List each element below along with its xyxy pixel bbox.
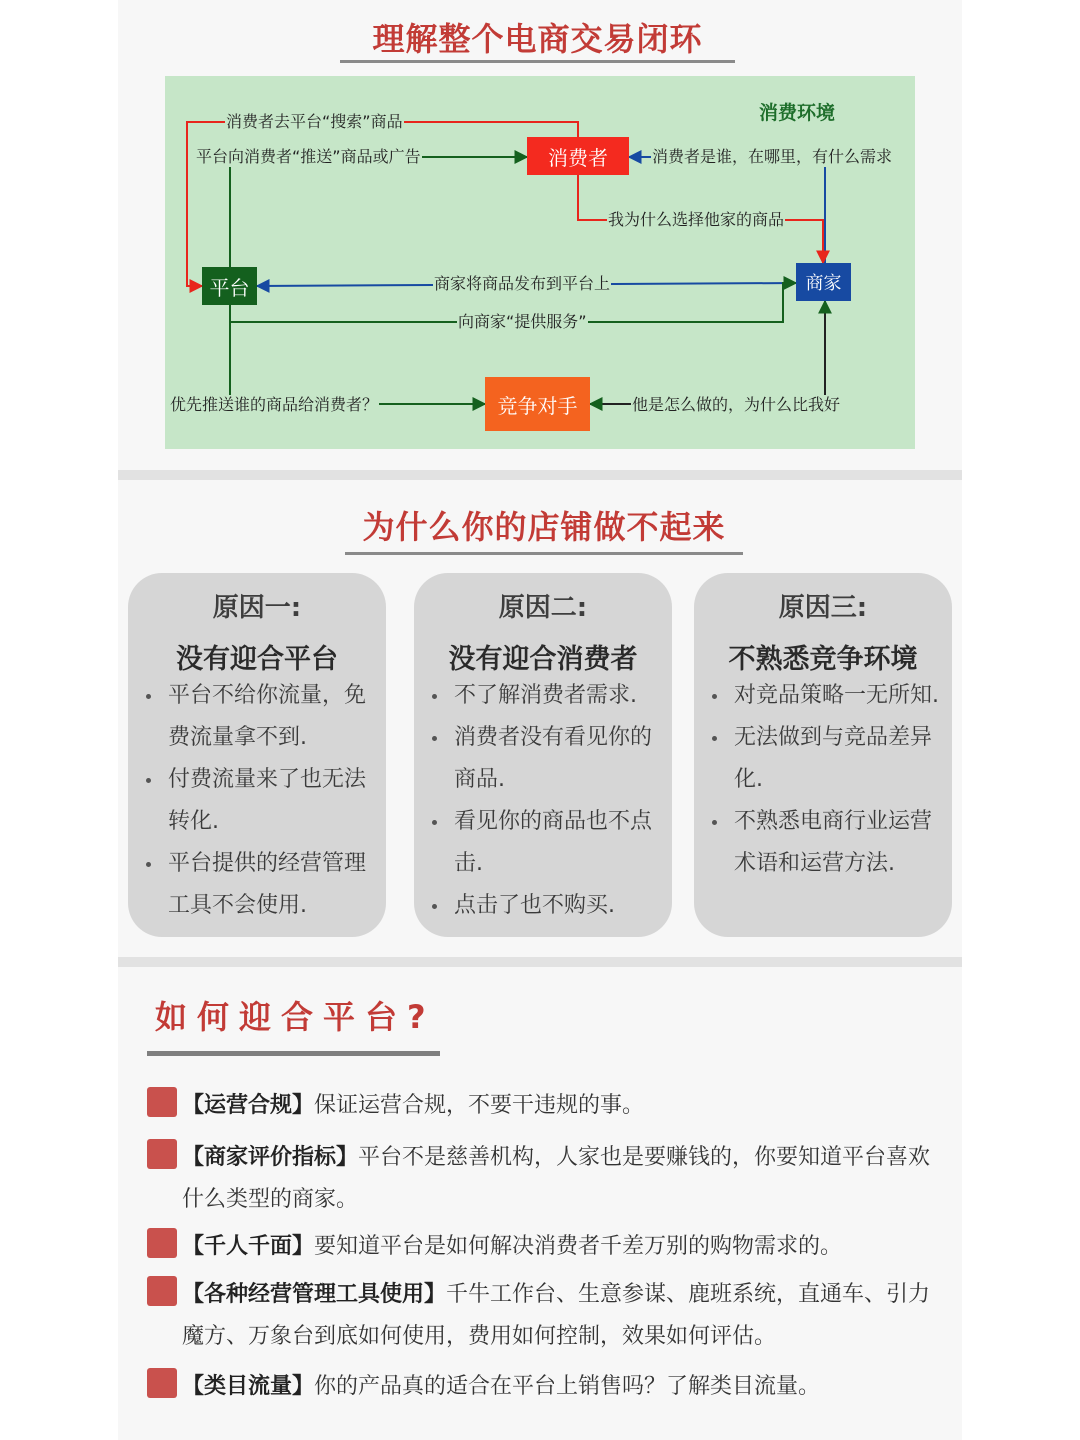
node-platform: 平台 <box>202 267 257 305</box>
node-consumer: 消费者 <box>527 137 629 175</box>
edge-label-priority: 优先推送谁的商品给消费者？ <box>170 395 379 414</box>
list-item: 不熟悉电商行业运营术语和运营方法. <box>734 801 944 885</box>
list-item: 平台不给你流量，免费流量拿不到. <box>168 675 378 759</box>
section2-title: 为什么你的店铺做不起来 <box>362 508 726 546</box>
list-item: 消费者没有看见你的商品. <box>454 717 664 801</box>
red-square-bullet-icon <box>147 1368 177 1398</box>
edge-label-who-consumer: 消费者是谁，在哪里，有什么需求 <box>652 147 893 166</box>
section1-title-underline <box>340 60 735 63</box>
reason-card-title: 没有迎合平台 <box>176 644 338 675</box>
reason-card-3 <box>694 573 952 937</box>
node-competitor: 竞争对手 <box>485 377 590 431</box>
edge-label-how-better: 他是怎么做的，为什么比我好 <box>632 395 841 414</box>
red-square-bullet-icon <box>147 1139 177 1169</box>
section3-title: 如何迎合平台? <box>155 998 436 1036</box>
reason-card-title: 没有迎合消费者 <box>448 644 638 675</box>
tip-text: 平台不是慈善机构，人家也是要赚钱的，你要知道平台喜欢什么类型的商家。 <box>182 1145 931 1212</box>
tip-tag: 【类目流量】 <box>182 1374 315 1399</box>
section-divider-2 <box>118 957 962 967</box>
reason-card-2 <box>414 573 672 937</box>
reason-list <box>454 675 664 927</box>
tip-tag: 【千人千面】 <box>182 1234 315 1259</box>
section2-title-underline <box>345 552 743 555</box>
node-merchant: 商家 <box>796 263 851 301</box>
tip-tag: 【各种经营管理工具使用】 <box>182 1282 447 1307</box>
section1-title: 理解整个电商交易闭环 <box>372 20 703 58</box>
red-square-bullet-icon <box>147 1087 177 1117</box>
tip-tag: 【商家评价指标】 <box>182 1145 359 1170</box>
list-item: 看见你的商品也不点击. <box>454 801 664 885</box>
tip-tag: 【运营合规】 <box>182 1093 315 1118</box>
edge-label-push: 平台向消费者“推送”商品或广告 <box>196 147 421 166</box>
section3-title-underline <box>147 1051 440 1056</box>
reason-list <box>168 675 378 927</box>
tip-text: 保证运营合规，不要干违规的事。 <box>314 1093 645 1118</box>
reason-card-number: 原因二: <box>498 593 588 623</box>
edge-label-search: 消费者去平台“搜索”商品 <box>226 112 403 131</box>
edge-label-publish: 商家将商品发布到平台上 <box>434 274 611 293</box>
red-square-bullet-icon <box>147 1228 177 1258</box>
red-square-bullet-icon <box>147 1276 177 1306</box>
tip-text: 千牛工作台、生意参谋、鹿班系统，直通车、引力魔方、万象台到底如何使用，费用如何控制，效果如何评估。 <box>182 1282 931 1349</box>
reason-card-1 <box>128 573 386 937</box>
edge-push <box>230 157 527 267</box>
environment-label: 消费环境 <box>758 102 835 124</box>
reason-list <box>734 675 944 885</box>
list-item: 对竞品策略一无所知. <box>734 675 944 717</box>
reason-card-number: 原因三: <box>778 593 868 623</box>
edge-label-why-choose: 我为什么选择他家的商品 <box>608 210 785 229</box>
edge-label-service: 向商家“提供服务” <box>458 312 587 331</box>
list-item: 付费流量来了也无法转化. <box>168 759 378 843</box>
list-item: 平台提供的经营管理工具不会使用. <box>168 843 378 927</box>
tip-text: 要知道平台是如何解决消费者千差万别的购物需求的。 <box>314 1234 843 1259</box>
section-divider-1 <box>118 470 962 480</box>
list-item: 不了解消费者需求. <box>454 675 664 717</box>
tip-text: 你的产品真的适合在平台上销售吗？了解类目流量。 <box>314 1374 821 1399</box>
reason-card-title: 不熟悉竞争环境 <box>728 644 918 675</box>
edge-priority <box>230 305 485 404</box>
list-item: 无法做到与竞品差异化. <box>734 717 944 801</box>
reason-card-number: 原因一: <box>212 593 302 623</box>
list-item: 点击了也不购买. <box>454 885 664 927</box>
ecommerce-loop-diagram <box>165 76 915 449</box>
